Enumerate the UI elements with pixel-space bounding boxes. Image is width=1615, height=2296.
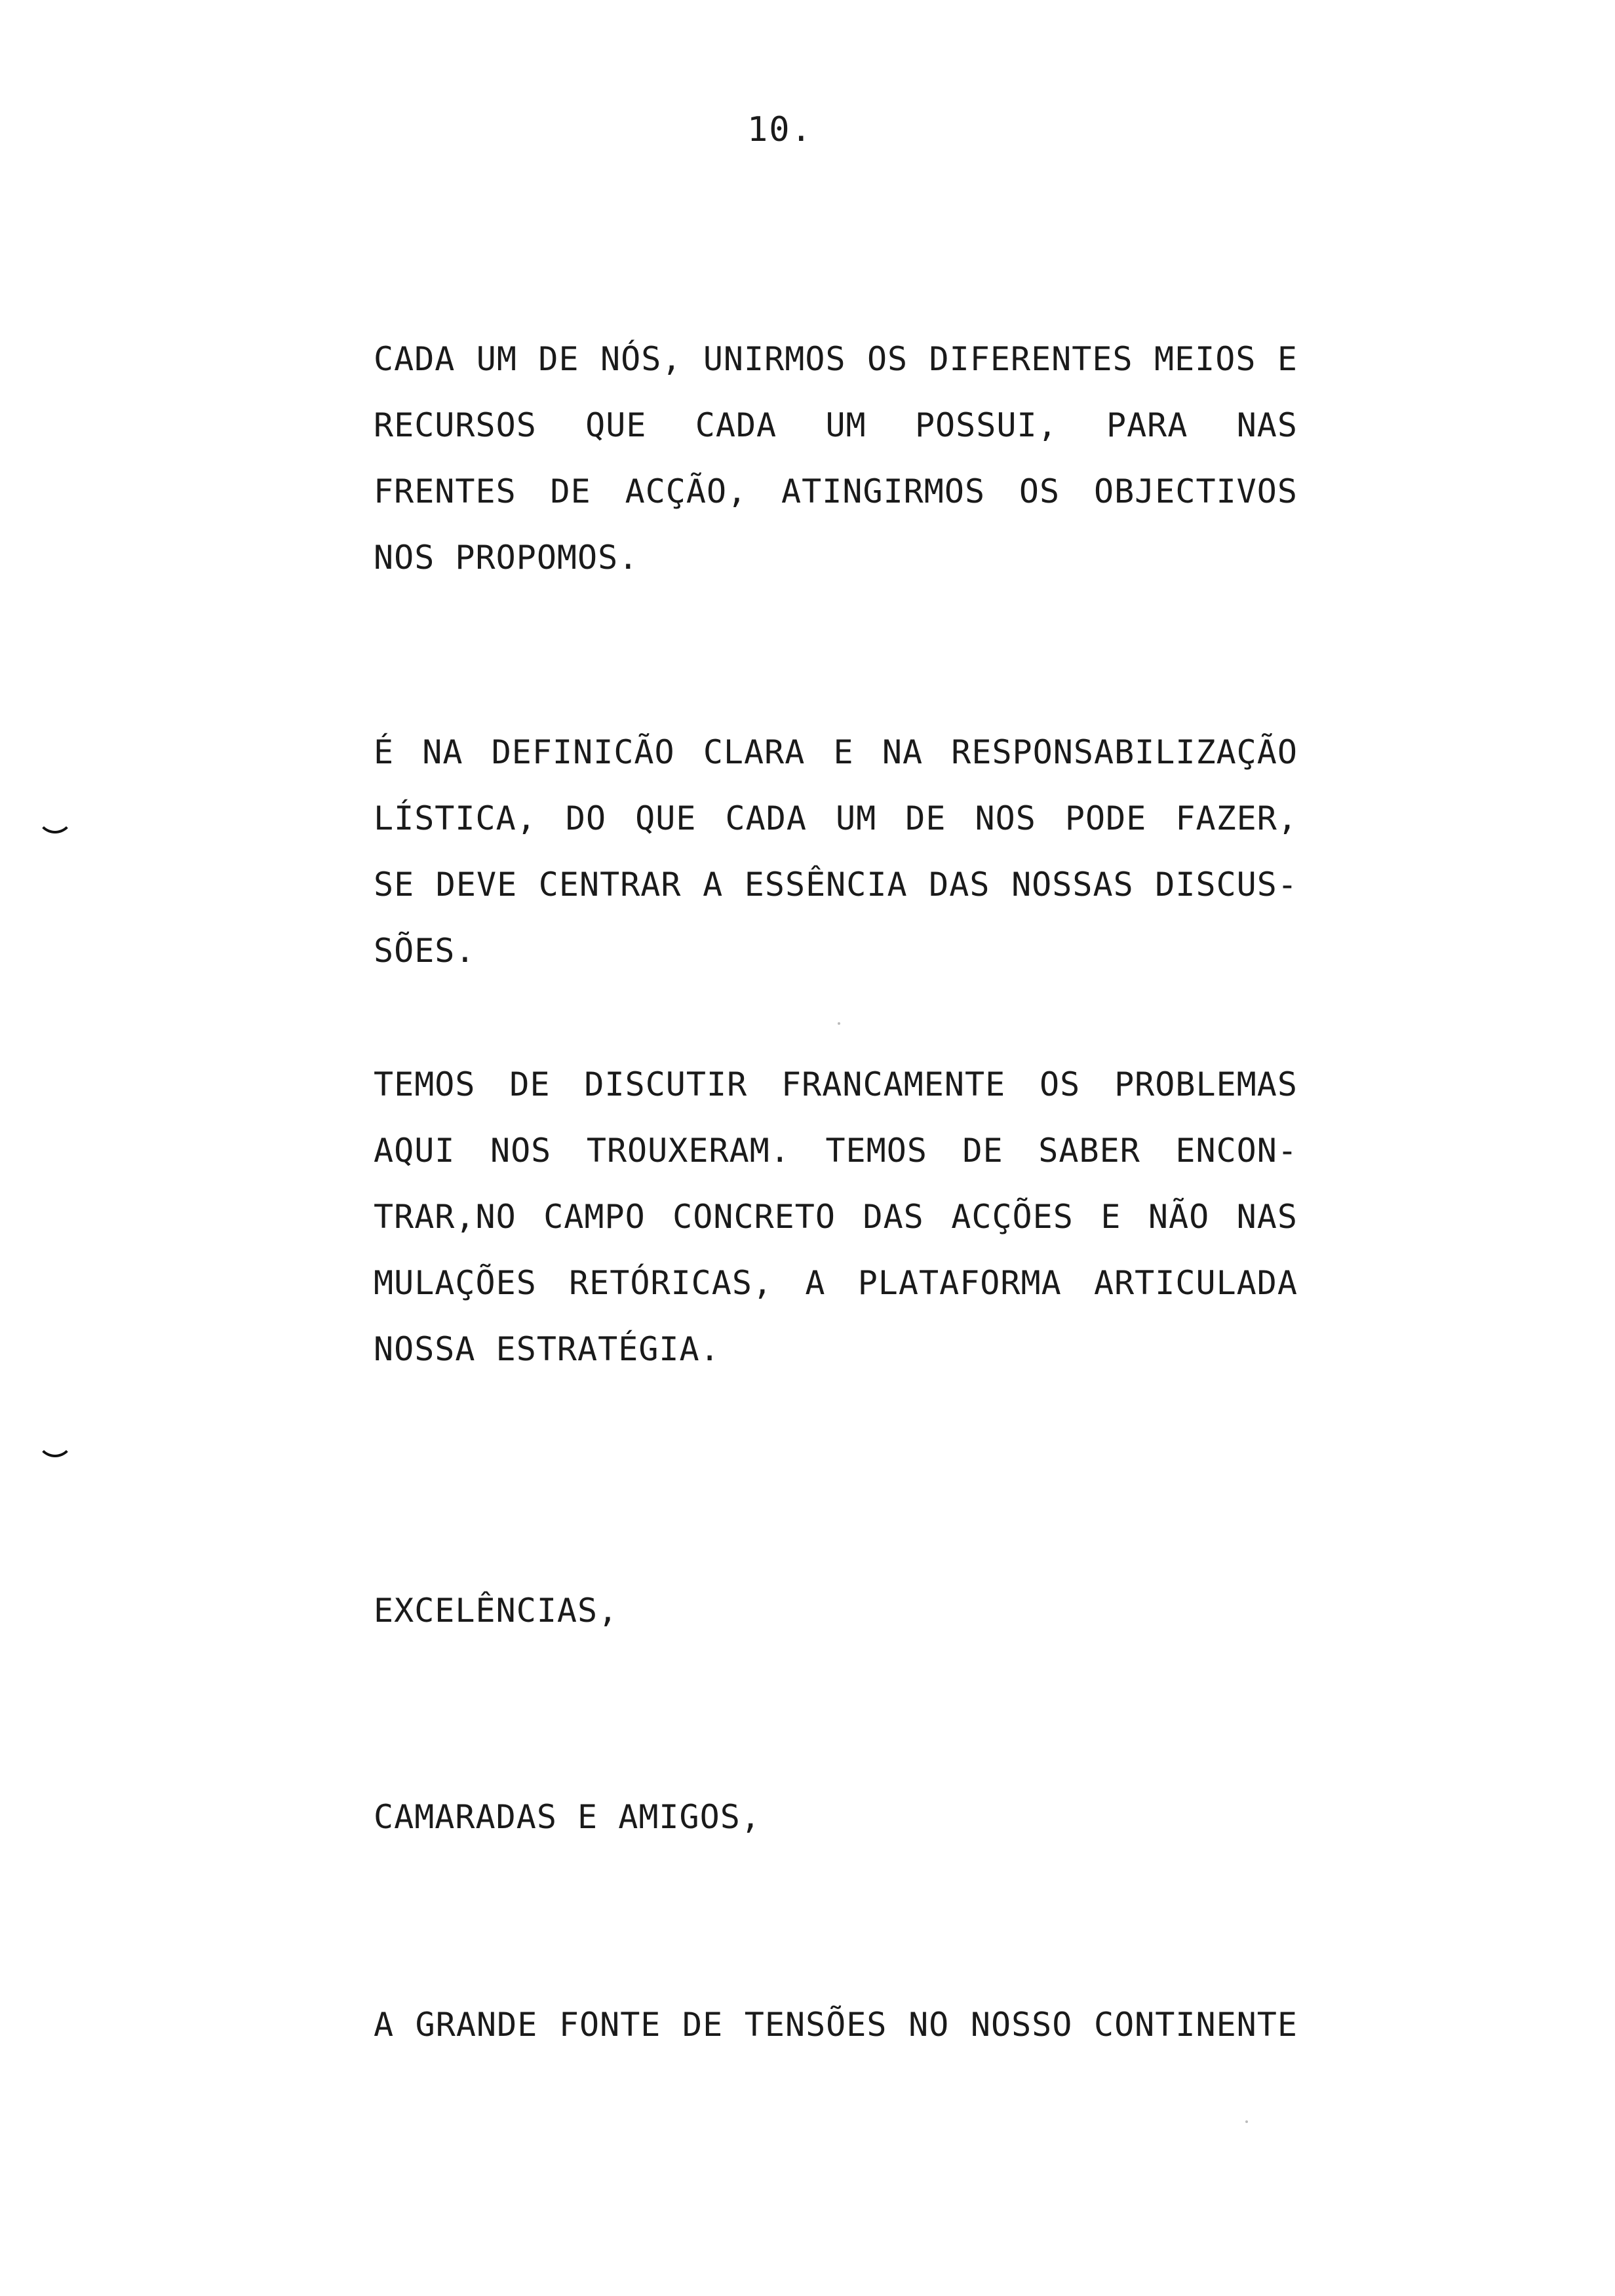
paper-speck: [1245, 2120, 1248, 2123]
salutation-comrades: [374, 1784, 1298, 1850]
paragraph-line: MULAÇÕES RETÓRICAS, A PLATAFORMA ARTICULADA: [374, 1264, 1298, 1302]
paper-speck: [838, 1022, 840, 1025]
paragraph-1: [374, 326, 1298, 591]
paragraph-2: [374, 719, 1298, 984]
paragraph-line: NOSSA ESTRATÉGIA.: [374, 1330, 720, 1368]
salutation-excellencies: [374, 1578, 1298, 1644]
margin-mark: [37, 815, 73, 833]
paragraph-line: É NA DEFINICÃO CLARA E NA RESPONSABILIZAÇÃO: [374, 733, 1298, 771]
page-number: 10.: [747, 110, 813, 149]
paragraph-line: TRAR,NO CAMPO CONCRETO DAS ACÇÕES E NÃO NAS: [374, 1198, 1298, 1236]
paragraph-line: TEMOS DE DISCUTIR FRANCAMENTE OS PROBLEMAS: [374, 1065, 1298, 1103]
paragraph-3: [374, 1052, 1298, 1383]
paragraph-line: LÍSTICA, DO QUE CADA UM DE NOS PODE FAZER,: [374, 799, 1298, 837]
paragraph-line: AQUI NOS TROUXERAM. TEMOS DE SABER ENCON-: [374, 1132, 1298, 1170]
closing-text: A GRANDE FONTE DE TENSÕES NO NOSSO CONTINENTE: [374, 2006, 1298, 2044]
paragraph-line: FRENTES DE ACÇÃO, ATINGIRMOS OS OBJECTIVOS: [374, 472, 1298, 510]
salutation-line: CAMARADAS E AMIGOS,: [374, 1798, 761, 1836]
paragraph-line: SÕES.: [374, 932, 476, 970]
margin-mark: [37, 1439, 73, 1457]
paragraph-line: RECURSOS QUE CADA UM POSSUI, PARA NAS: [374, 406, 1298, 444]
paragraph-line: NOS PROPOMOS.: [374, 539, 639, 577]
closing-line: [374, 1992, 1298, 2058]
paragraph-line: SE DEVE CENTRAR A ESSÊNCIA DAS NOSSAS DISCUS-: [374, 866, 1298, 904]
salutation-line: EXCELÊNCIAS,: [374, 1592, 619, 1630]
paragraph-line: CADA UM DE NÓS, UNIRMOS OS DIFERENTES MEIOS E: [374, 340, 1298, 378]
